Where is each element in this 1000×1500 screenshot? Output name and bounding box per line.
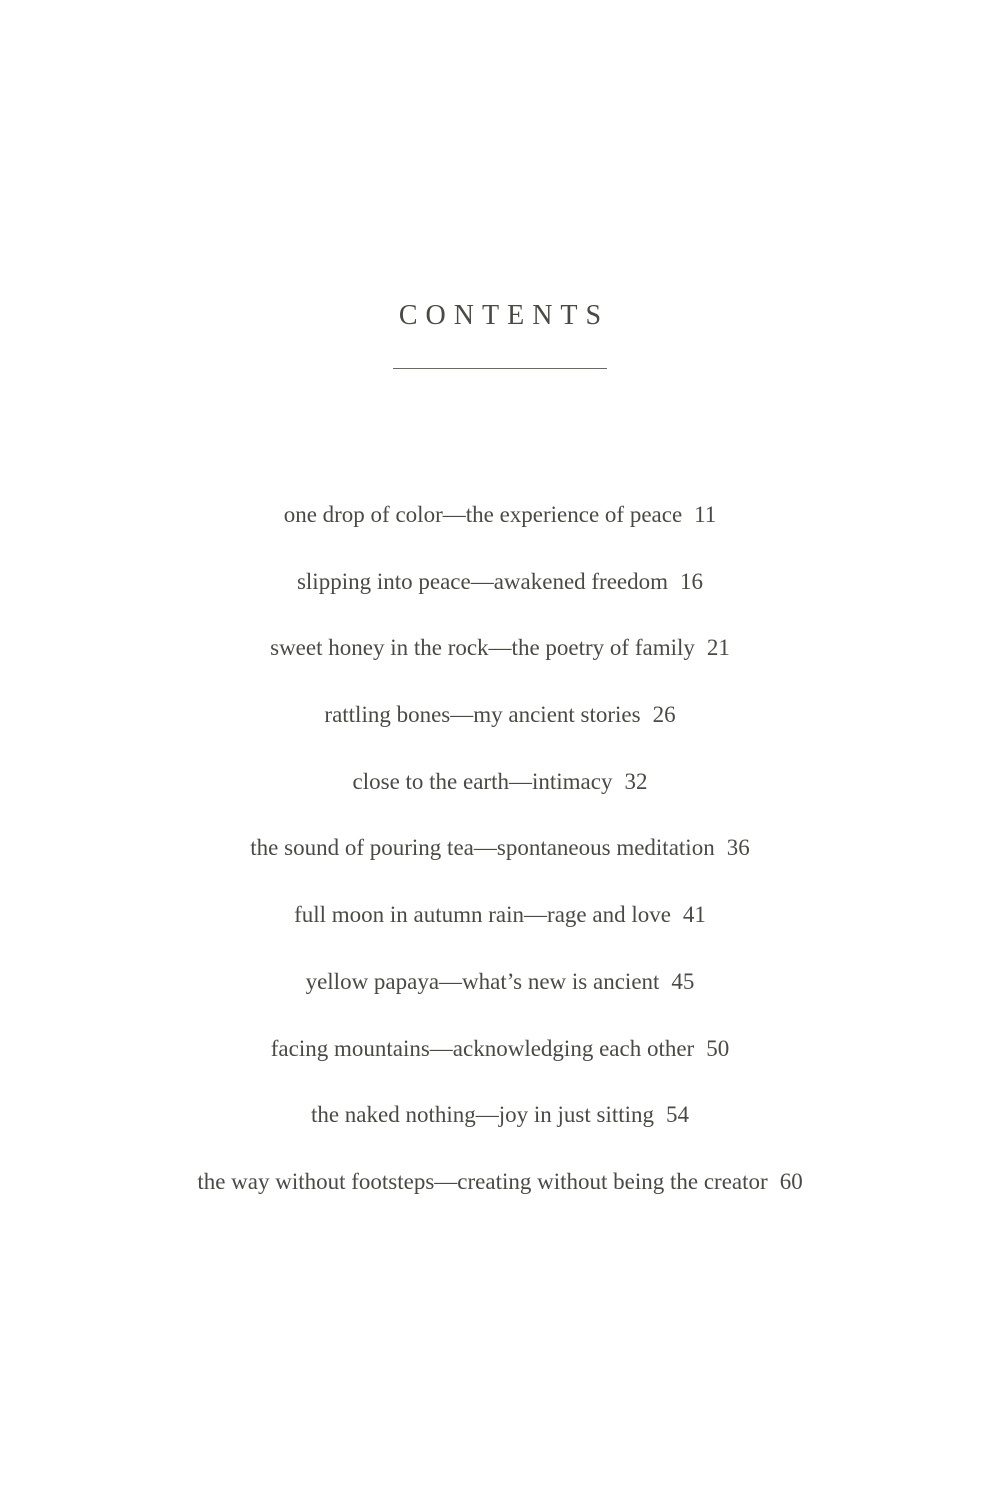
toc-entry-page: 11	[694, 502, 717, 527]
toc-entry-page: 60	[779, 1168, 803, 1194]
toc-entry[interactable]	[0, 964, 1000, 1031]
toc-entry[interactable]	[0, 1031, 1000, 1098]
toc-entry[interactable]	[0, 630, 1000, 697]
toc-entry-page: 21	[706, 635, 730, 661]
toc-entry-page: 16	[680, 568, 704, 594]
toc-entry-title: close to the earth—intimacy	[352, 768, 613, 794]
toc-entry-page: 41	[682, 902, 706, 928]
toc-entry[interactable]	[0, 1097, 1000, 1164]
toc-entry-page: 54	[666, 1102, 690, 1128]
toc-entry[interactable]	[0, 1164, 1000, 1231]
toc-entry-title: the sound of pouring tea—spontaneous meditation	[250, 835, 715, 861]
toc-entry[interactable]	[0, 564, 1000, 631]
table-of-contents	[0, 497, 1000, 1231]
toc-entry-title: slipping into peace—awakened freedom	[296, 568, 669, 594]
toc-entry-title: full moon in autumn rain—rage and love	[294, 902, 671, 928]
toc-entry-title: the naked nothing—joy in just sitting	[310, 1102, 655, 1128]
toc-entry-page: 26	[652, 702, 676, 728]
toc-entry-page: 50	[706, 1035, 730, 1061]
page-title: CONTENTS	[398, 300, 610, 331]
toc-entry-page: 45	[671, 968, 695, 994]
toc-entry-title: one drop of color—the experience of peace	[283, 502, 683, 527]
toc-entry[interactable]	[0, 764, 1000, 831]
toc-entry[interactable]	[0, 830, 1000, 897]
toc-entry[interactable]	[0, 697, 1000, 764]
toc-entry-title: the way without footsteps—creating without being the creator	[197, 1168, 768, 1194]
toc-entry-title: sweet honey in the rock—the poetry of family	[270, 635, 695, 661]
toc-entry-title: facing mountains—acknowledging each other	[270, 1035, 695, 1061]
toc-entry-title: yellow papaya—what’s new is ancient	[305, 968, 660, 994]
toc-entry[interactable]	[0, 897, 1000, 964]
toc-entry[interactable]	[0, 497, 1000, 564]
title-divider	[393, 368, 607, 369]
toc-entry-page: 36	[726, 835, 750, 861]
toc-entry-page: 32	[624, 768, 648, 794]
toc-entry-title: rattling bones—my ancient stories	[324, 702, 641, 728]
